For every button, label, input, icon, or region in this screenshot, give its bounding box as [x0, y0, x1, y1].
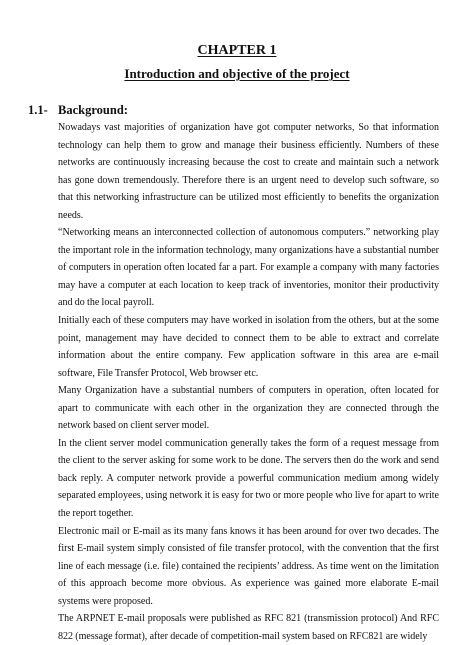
section-body — [58, 119, 439, 645]
paragraph: Initially each of these computers may have worked in isolation from the others, but at the some point, management may have decided to connect them to be able to extract and correlate information about the entire company. Few application software in this area are e-mail software, File Transfer Protocol, Web browser etc. — [58, 315, 439, 379]
paragraph: Nowadays vast majorities of organization have got computer networks, So that information technology can help them to grow and manage their business efficiently. Numbers of these networks are continuously increasing because the cost to create and maintain such a network has gone down tremendously. Therefore there is an urgent need to develop such software, so that this networking infrastructure can be utilized most efficiently to benefits the organization needs. — [58, 122, 439, 221]
section-number: 1.1- — [28, 103, 48, 117]
section-heading — [28, 103, 128, 118]
chapter-title: Introduction and objective of the project — [124, 66, 350, 81]
paragraph: The ARPNET E-mail proposals were published as RFC 821 (transmission protocol) And RFC 822 (message format), after decade of competition-mail system based on RFC821 are widely — [58, 613, 439, 642]
paragraph: “Networking means an interconnected collection of autonomous computers.” networking play the important role in the information technology, many organizations have a substantial number of computers in operation often located far a part. For example a company with many factories may have a computer at each location to keep track of inventories, monitor their productivity and do the local payroll. — [58, 227, 439, 309]
paragraph: Many Organization have a substantial numbers of computers in operation, often located for apart to communicate with each other in the organization they are connected through the network based on client server model. — [58, 385, 439, 432]
paragraph: Electronic mail or E-mail as its many fans knows it has been around for over two decades. The first E-mail system simply consisted of file transfer protocol, with the convention that the first line of each message (i.e. file) contained the recipients’ address. As time went on the limitation of this approach become more obvious. As experience was gained more elaborate E-mail systems were proposed. — [58, 525, 439, 607]
paragraph: In the client server model communication generally takes the form of a request message from the client to the server asking for some work to be done. The servers then do the work and send back reply. A computer network provide a powerful communication medium among widely separated employees, using network it is easy for two or more people who live for apart to write the report together. — [58, 437, 439, 520]
section-title: Background: — [58, 103, 128, 117]
chapter-heading: CHAPTER 1 — [197, 43, 277, 58]
